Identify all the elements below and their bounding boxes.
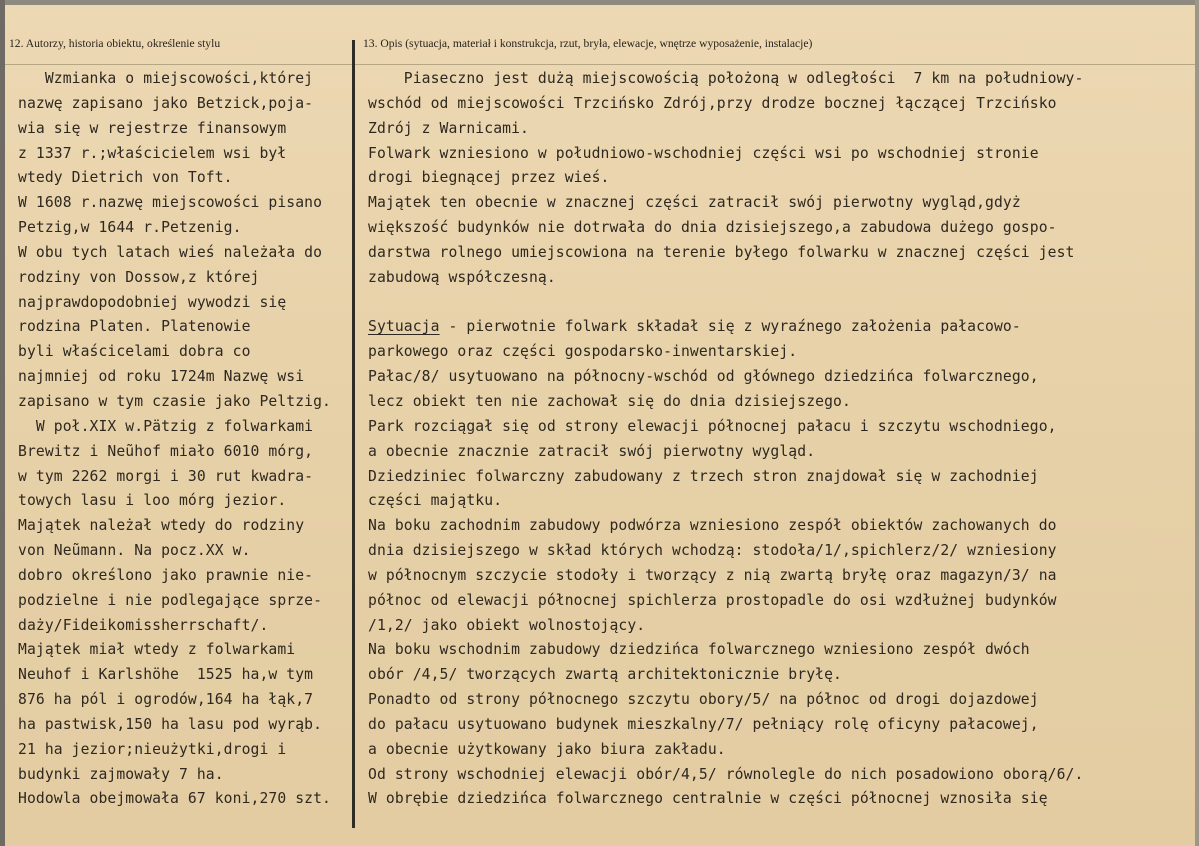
history-line: W poł.XIX w.Pätzig z folwarkami (18, 417, 314, 435)
description-line: Na boku wschodnim zabudowy dziedzińca folwarcznego wzniesiono zespół dwóch (368, 641, 1030, 659)
history-line: wtedy Dietrich von Toft. (18, 169, 233, 187)
top-border (0, 0, 1199, 5)
history-line: daży/Fideikomissherrschaft/. (18, 616, 269, 634)
description-line: dnia dzisiejszego w skład których wchodzą: stodoła/1/,spichlerz/2/ wzniesiony (368, 542, 1057, 560)
description-line: zabudową współczesną. (368, 268, 556, 286)
history-line: budynki zajmowały 7 ha. (18, 765, 224, 783)
history-line: Petzig,w 1644 r.Petzenig. (18, 219, 242, 237)
description-line: do pałacu usytuowano budynek mieszkalny/7/ pełniący rolę oficyny pałacowej, (368, 715, 1039, 733)
history-line: wia się w rejestrze finansowym (18, 119, 287, 137)
history-line: Majątek należał wtedy do rodziny (18, 517, 305, 535)
section-12-heading: 12. Autorzy, historia obiektu, określenie stylu (9, 37, 221, 50)
history-line: 21 ha jezior;nieużytki,drogi i (18, 740, 287, 758)
history-line: zapisano w tym czasie jako Peltzig. (18, 392, 331, 410)
history-line: ha pastwisk,150 ha lasu pod wyrąb. (18, 715, 323, 733)
description-line: Dziedziniec folwarczny zabudowany z trzech stron znajdował się w zachodniej (368, 467, 1039, 485)
history-line: Wzmianka o miejscowości,której (18, 70, 314, 87)
history-line: rodzina Platen. Platenowie (18, 318, 251, 336)
description-line: a obecnie użytkowany jako biura zakładu. (368, 740, 726, 758)
description-line: parkowego oraz części gospodarsko-inwentarskiej. (368, 343, 798, 361)
description-line: W obrębie dziedzińca folwarcznego centralnie w części północnej wznosiła się (368, 790, 1048, 808)
history-line: W obu tych latach wieś należała do (18, 243, 323, 261)
history-line: Neuhof i Karlshöhe 1525 ha,w tym (18, 666, 314, 684)
history-line: dobro określono jako prawnie nie- (18, 566, 314, 584)
description-line: Sytuacja - pierwotnie folwark składał się z wyraźnego założenia pałacowo- (368, 318, 1021, 336)
description-line: obór /4,5/ tworzących zwartą architektonicznie bryłę. (368, 666, 842, 684)
left-border (0, 0, 5, 846)
history-line: W 1608 r.nazwę miejscowości pisano (18, 194, 323, 212)
history-line: Brewitz i Neũhof miało 6010 mórg, (18, 442, 314, 460)
description-text-column (368, 67, 1188, 812)
history-line: z 1337 r.;właścicielem wsi był (18, 144, 287, 162)
description-line: a obecnie znacznie zatracił swój pierwotny wygląd. (368, 442, 816, 460)
right-border (1195, 0, 1199, 846)
history-line: 876 ha pól i ogrodów,164 ha łąk,7 (18, 691, 314, 709)
description-line: północ od elewacji północnej spichlerza prostopadle do osi wzdłużnej budynków (368, 591, 1057, 609)
description-line: Zdrój z Warnicami. (368, 119, 529, 137)
description-line: wschód od miejscowości Trzcińsko Zdrój,przy drodze bocznej łączącej Trzcińsko (368, 94, 1057, 112)
description-line: Pałac/8/ usytuowano na północny-wschód od głównego dziedzińca folwarcznego, (368, 368, 1039, 386)
situation-heading: Sytuacja (368, 318, 440, 336)
description-line: darstwa rolnego umiejscowiona na terenie byłego folwarku w znacznej części jest (368, 243, 1075, 261)
history-line: towych lasu i loo mórg jezior. (18, 492, 287, 510)
description-line: drogi biegnącej przez wieś. (368, 169, 610, 187)
description-line: Park rozciągał się od strony elewacji północnej pałacu i szczytu wschodniego, (368, 417, 1057, 435)
section-13-heading: 13. Opis (sytuacja, materiał i konstrukcja, rzut, bryła, elewacje, wnętrze wyposażenie, instalacje) (363, 37, 813, 50)
history-line: najprawdopodobniej wywodzi się (18, 293, 287, 311)
description-line: Ponadto od strony północnego szczytu obory/5/ na północ od drogi dojazdowej (368, 691, 1039, 709)
description-line: w północnym szczycie stodoły i tworzący z nią zwartą bryłę oraz magazyn/3/ na (368, 566, 1057, 584)
description-line: Folwark wzniesiono w południowo-wschodniej części wsi po wschodniej stronie (368, 144, 1039, 162)
history-line: Majątek miał wtedy z folwarkami (18, 641, 296, 659)
history-line: w tym 2262 morgi i 30 rut kwadra- (18, 467, 314, 485)
history-line: nazwę zapisano jako Betzick,poja- (18, 94, 314, 112)
history-line: najmniej od roku 1724m Nazwę wsi (18, 368, 305, 386)
description-line: Od strony wschodniej elewacji obór/4,5/ równolegle do nich posadowiono oborą/6/. (368, 765, 1084, 783)
description-line: /1,2/ jako obiekt wolnostojący. (368, 616, 646, 634)
description-line: Na boku zachodnim zabudowy podwórza wzniesiono zespół obiektów zachowanych do (368, 517, 1057, 535)
description-line: większość budynków nie dotrwała do dnia dzisiejszego,a zabudowa dużego gospo- (368, 219, 1057, 237)
history-line: podzielne i nie podlegające sprze- (18, 591, 323, 609)
description-line (368, 291, 1188, 316)
history-text-column (18, 67, 354, 812)
history-line: von Neũmann. Na pocz.XX w. (18, 542, 251, 560)
history-line: byli właścicelami dobra co (18, 343, 251, 361)
history-line: Hodowla obejmowała 67 koni,270 szt. (18, 790, 331, 808)
description-line: części majątku. (368, 492, 503, 510)
history-line: rodziny von Dossow,z której (18, 268, 260, 286)
description-line: Piaseczno jest dużą miejscowością położoną w odległości 7 km na południowy- (368, 70, 1084, 87)
header-rule (5, 64, 1195, 65)
description-line: lecz obiekt ten nie zachował się do dnia dzisiejszego. (368, 392, 851, 410)
description-line: Majątek ten obecnie w znacznej części zatracił swój pierwotny wygląd,gdyż (368, 194, 1021, 212)
